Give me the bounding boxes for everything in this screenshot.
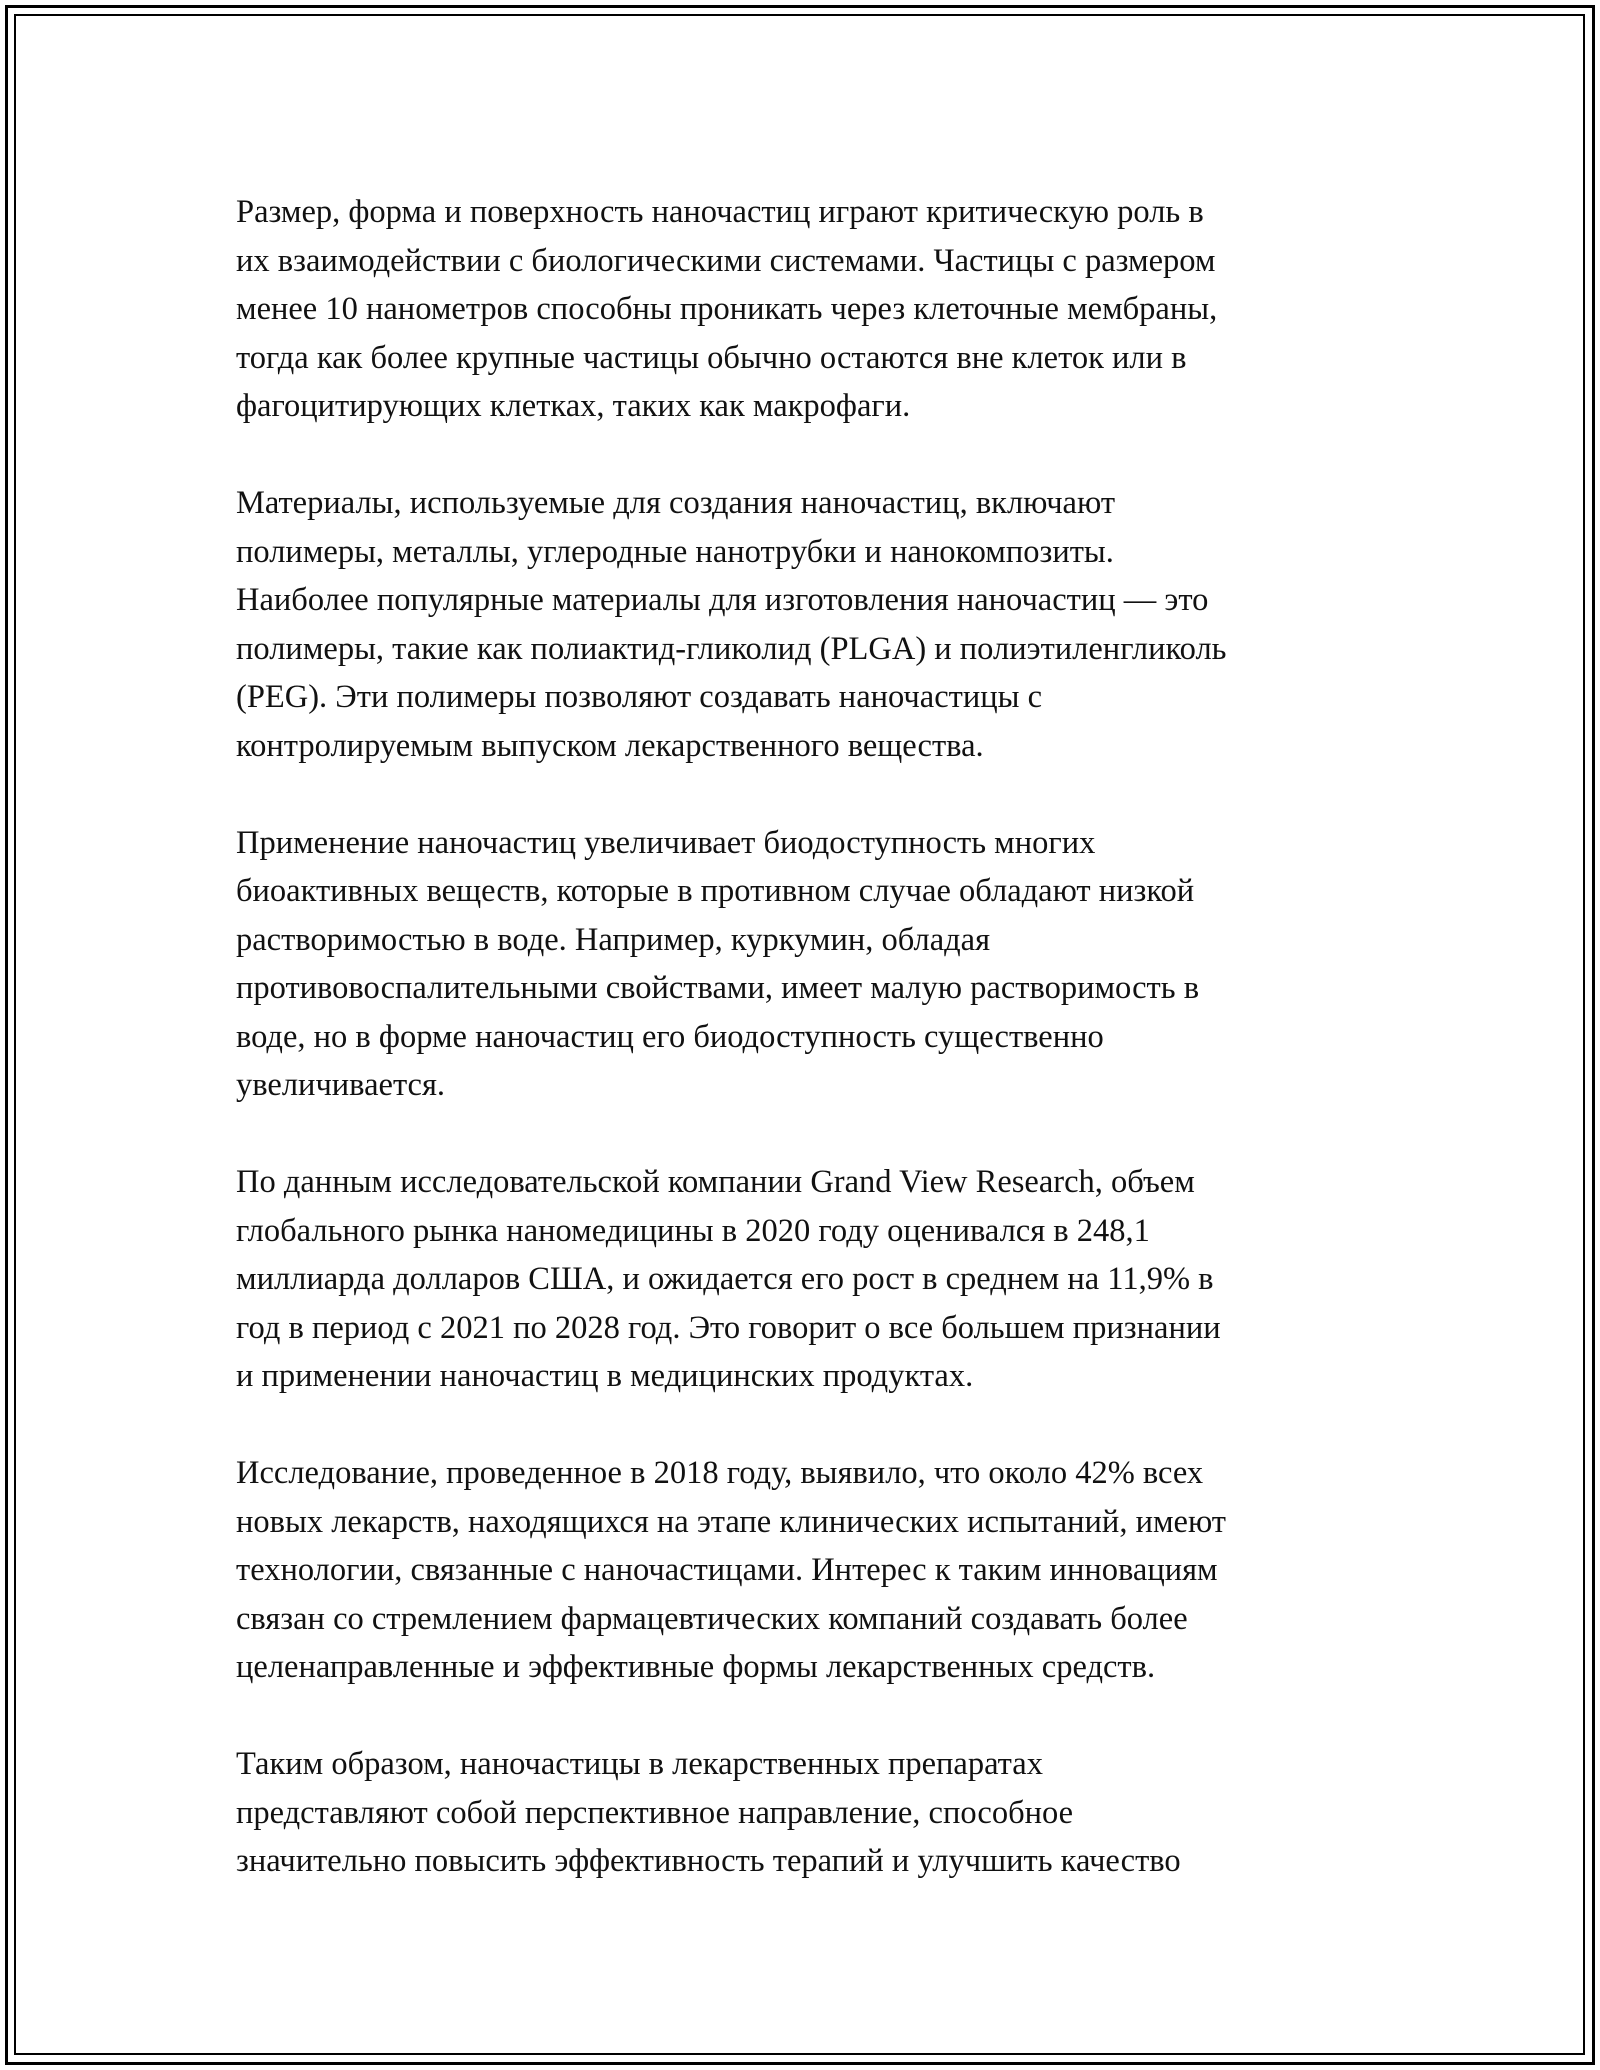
paragraph-market-data: По данным исследовательской компании Grand View Research, объем глобального рынка наномедицины в 2020 году оценивался в 248,1 миллиарда долларов США, и ожидается его рост в среднем на 11,9% в год в период с 2021 по 2028 год. Это говорит о все большем признании и применении наночастиц в медицинских продуктах. — [236, 1164, 1221, 1394]
paragraph-bioavailability: Применение наночастиц увеличивает биодоступность многих биоактивных веществ, которые в противном случае обладают низкой растворимостью в воде. Например, куркумин, обладая противовоспалительными свойствами, имеет малую растворимость в воде, но в форме наночастиц его биодоступность существенно увеличивается. — [236, 824, 1200, 1103]
paragraph-nanoparticle-properties: Размер, форма и поверхность наночастиц играют критическую роль в их взаимодействии с биологическими системами. Частицы с размером менее 10 нанометров способны проникать через клеточные мембраны, тогда как более крупные частицы обычно остаются вне клеток или в фагоцитирующих клетках, таких как макрофаги. — [236, 194, 1218, 424]
paragraph-conclusion: Таким образом, наночастицы в лекарственных препаратах представляют собой перспективное направление, способное значительно повысить эффективность терапий и улучшить качество — [236, 1746, 1181, 1879]
document-body — [236, 188, 1376, 1934]
paragraph-nanoparticle-materials: Материалы, используемые для создания наночастиц, включают полимеры, металлы, углеродные нанотрубки и нанокомпозиты. Наиболее популярные материалы для изготовления наночастиц — это полимеры, такие как полиактид-гликолид (PLGA) и полиэтиленгликоль (PEG). Эти полимеры позволяют создавать наночастицы с контролируемым выпуском лекарственного вещества. — [236, 485, 1227, 764]
paragraph-clinical-research: Исследование, проведенное в 2018 году, выявило, что около 42% всех новых лекарств, находящихся на этапе клинических испытаний, имеют технологии, связанные с наночастицами. Интерес к таким инновациям связан со стремлением фармацевтических компаний создавать более целенаправленные и эффективные формы лекарственных средств. — [236, 1455, 1227, 1685]
